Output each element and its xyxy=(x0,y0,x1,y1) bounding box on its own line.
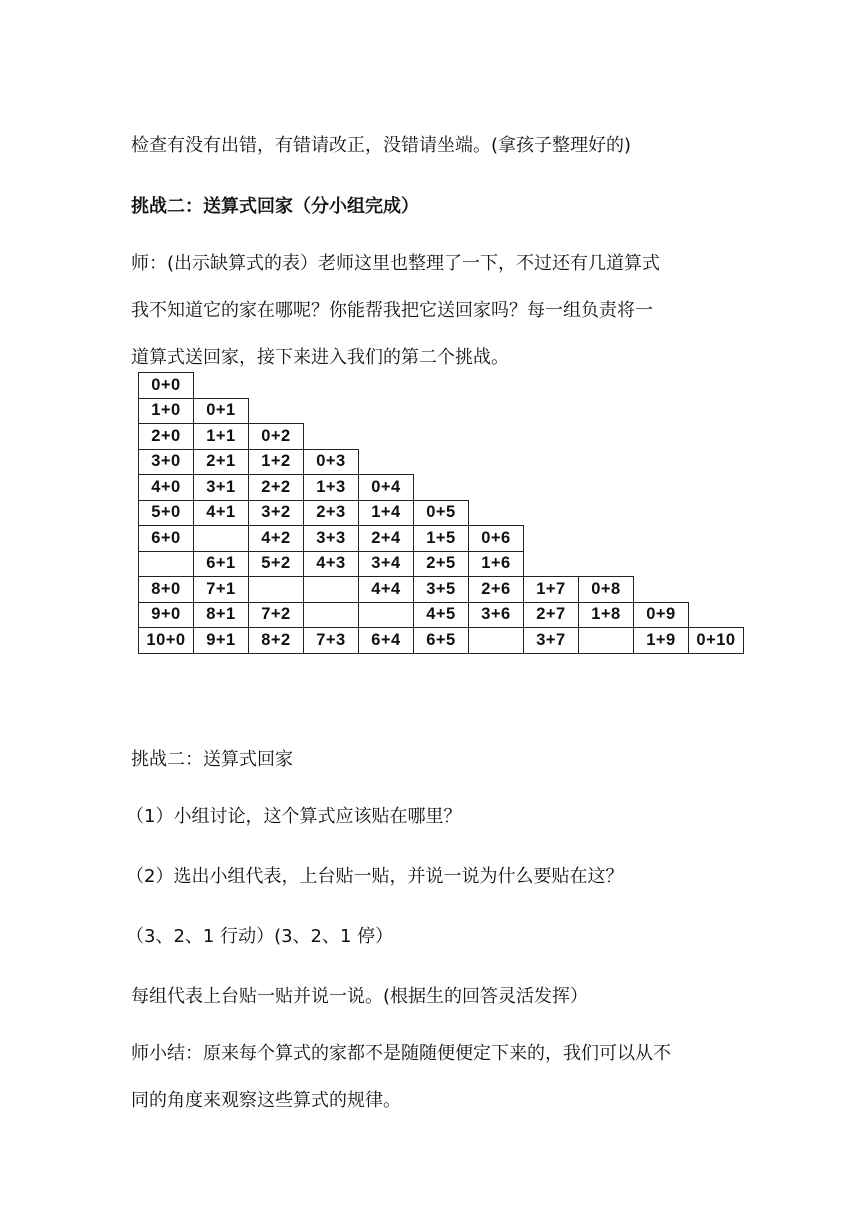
table-empty-space xyxy=(634,449,689,475)
table-row xyxy=(139,424,744,450)
table-empty-space xyxy=(689,424,744,450)
table-empty-space xyxy=(469,424,524,450)
table-empty-space xyxy=(469,398,524,424)
table-cell: 0+4 xyxy=(359,475,414,501)
table-cell xyxy=(249,577,304,603)
table-cell: 0+1 xyxy=(194,398,249,424)
table-cell: 1+8 xyxy=(579,602,634,628)
table-row xyxy=(139,526,744,552)
text-check-errors: 检查有没有出错，有错请改正，没错请坐端。(拿孩子整理好的) xyxy=(131,135,632,156)
table-cell: 0+5 xyxy=(414,500,469,526)
table-cell: 1+2 xyxy=(249,449,304,475)
table-cell: 0+10 xyxy=(689,628,744,654)
table-cell: 9+0 xyxy=(139,602,194,628)
table-empty-space xyxy=(689,500,744,526)
table-cell: 1+1 xyxy=(194,424,249,450)
table-empty-space xyxy=(579,475,634,501)
table-row xyxy=(139,373,744,399)
table-empty-space xyxy=(524,526,579,552)
table-cell: 3+5 xyxy=(414,577,469,603)
table-cell xyxy=(304,602,359,628)
table-cell: 3+2 xyxy=(249,500,304,526)
lower-heading: 挑战二：送算式回家 xyxy=(131,749,293,770)
table-cell: 4+1 xyxy=(194,500,249,526)
table-empty-space xyxy=(689,449,744,475)
table-row xyxy=(139,398,744,424)
table-cell: 3+0 xyxy=(139,449,194,475)
table-cell xyxy=(359,602,414,628)
table-cell: 0+2 xyxy=(249,424,304,450)
table-cell: 2+4 xyxy=(359,526,414,552)
table-row xyxy=(139,475,744,501)
table-cell: 1+9 xyxy=(634,628,689,654)
table-empty-space xyxy=(689,577,744,603)
table-cell: 7+2 xyxy=(249,602,304,628)
table-cell: 7+3 xyxy=(304,628,359,654)
addition-table xyxy=(138,372,744,654)
table-empty-space xyxy=(634,398,689,424)
table-cell: 2+1 xyxy=(194,449,249,475)
table-empty-space xyxy=(469,373,524,399)
table-cell: 3+4 xyxy=(359,551,414,577)
table-empty-space xyxy=(634,577,689,603)
table-cell: 8+0 xyxy=(139,577,194,603)
step-3: （3、2、1 行动）(3、2、1 停） xyxy=(126,926,394,947)
table-empty-space xyxy=(194,373,249,399)
table-cell: 6+4 xyxy=(359,628,414,654)
table-empty-space xyxy=(304,424,359,450)
table-cell: 6+5 xyxy=(414,628,469,654)
table-empty-space xyxy=(359,373,414,399)
challenge-two-heading: 挑战二：送算式回家（分小组完成） xyxy=(131,196,419,217)
table-empty-space xyxy=(634,551,689,577)
table-row xyxy=(139,577,744,603)
teacher-intro-line-2: 我不知道它的家在哪呢？你能帮我把它送回家吗？每一组负责将一 xyxy=(131,300,653,321)
table-cell: 1+7 xyxy=(524,577,579,603)
table-empty-space xyxy=(579,551,634,577)
step-2: （2）选出小组代表，上台贴一贴，并说一说为什么要贴在这？ xyxy=(126,866,624,887)
table-empty-space xyxy=(524,475,579,501)
table-empty-space xyxy=(414,398,469,424)
table-cell: 2+2 xyxy=(249,475,304,501)
table-cell: 1+6 xyxy=(469,551,524,577)
table-cell: 5+0 xyxy=(139,500,194,526)
table-empty-space xyxy=(469,449,524,475)
table-empty-space xyxy=(414,424,469,450)
table-cell: 2+6 xyxy=(469,577,524,603)
table-cell: 5+2 xyxy=(249,551,304,577)
table-empty-space xyxy=(579,526,634,552)
table-cell: 3+3 xyxy=(304,526,359,552)
table-cell: 2+0 xyxy=(139,424,194,450)
summary-line-1: 师小结：原来每个算式的家都不是随随便便定下来的，我们可以从不 xyxy=(131,1043,671,1064)
table-empty-space xyxy=(414,373,469,399)
table-empty-space xyxy=(579,373,634,399)
addition-table-body xyxy=(139,373,744,654)
table-empty-space xyxy=(469,500,524,526)
table-empty-space xyxy=(689,398,744,424)
table-empty-space xyxy=(579,424,634,450)
table-row xyxy=(139,449,744,475)
table-empty-space xyxy=(689,551,744,577)
table-row xyxy=(139,551,744,577)
table-cell: 0+3 xyxy=(304,449,359,475)
table-empty-space xyxy=(579,449,634,475)
table-empty-space xyxy=(249,398,304,424)
summary-line-2: 同的角度来观察这些算式的规律。 xyxy=(131,1090,401,1111)
table-empty-space xyxy=(524,424,579,450)
table-cell: 3+6 xyxy=(469,602,524,628)
table-cell: 2+7 xyxy=(524,602,579,628)
step-1: （1）小组讨论，这个算式应该贴在哪里？ xyxy=(126,806,462,827)
table-cell: 0+9 xyxy=(634,602,689,628)
table-empty-space xyxy=(304,398,359,424)
table-empty-space xyxy=(689,526,744,552)
table-cell: 8+1 xyxy=(194,602,249,628)
teacher-intro-line-1: 师：(出示缺算式的表）老师这里也整理了一下，不过还有几道算式 xyxy=(131,253,661,274)
table-empty-space xyxy=(524,373,579,399)
table-empty-space xyxy=(524,398,579,424)
table-cell: 1+3 xyxy=(304,475,359,501)
table-empty-space xyxy=(689,373,744,399)
table-empty-space xyxy=(359,398,414,424)
table-cell: 6+1 xyxy=(194,551,249,577)
table-cell: 3+1 xyxy=(194,475,249,501)
table-cell xyxy=(304,577,359,603)
table-empty-space xyxy=(634,424,689,450)
table-empty-space xyxy=(359,424,414,450)
table-cell: 7+1 xyxy=(194,577,249,603)
table-cell: 0+0 xyxy=(139,373,194,399)
table-cell: 10+0 xyxy=(139,628,194,654)
table-cell: 8+2 xyxy=(249,628,304,654)
table-cell: 4+4 xyxy=(359,577,414,603)
table-cell: 1+0 xyxy=(139,398,194,424)
table-cell: 2+5 xyxy=(414,551,469,577)
table-empty-space xyxy=(524,551,579,577)
table-empty-space xyxy=(634,475,689,501)
table-row xyxy=(139,500,744,526)
table-cell xyxy=(579,628,634,654)
table-empty-space xyxy=(249,373,304,399)
table-cell: 1+4 xyxy=(359,500,414,526)
table-cell: 9+1 xyxy=(194,628,249,654)
table-cell xyxy=(469,628,524,654)
table-cell: 4+5 xyxy=(414,602,469,628)
group-note: 每组代表上台贴一贴并说一说。(根据生的回答灵活发挥） xyxy=(131,986,589,1007)
table-cell: 1+5 xyxy=(414,526,469,552)
table-cell xyxy=(194,526,249,552)
table-empty-space xyxy=(634,526,689,552)
table-empty-space xyxy=(524,500,579,526)
table-empty-space xyxy=(414,449,469,475)
table-empty-space xyxy=(414,475,469,501)
table-empty-space xyxy=(634,500,689,526)
table-cell: 4+2 xyxy=(249,526,304,552)
table-cell: 0+8 xyxy=(579,577,634,603)
table-cell: 4+0 xyxy=(139,475,194,501)
table-cell: 4+3 xyxy=(304,551,359,577)
table-cell: 6+0 xyxy=(139,526,194,552)
table-row xyxy=(139,628,744,654)
table-empty-space xyxy=(524,449,579,475)
table-empty-space xyxy=(689,475,744,501)
table-empty-space xyxy=(469,475,524,501)
table-empty-space xyxy=(634,373,689,399)
table-cell: 0+6 xyxy=(469,526,524,552)
table-empty-space xyxy=(579,500,634,526)
table-empty-space xyxy=(579,398,634,424)
table-cell xyxy=(139,551,194,577)
table-row xyxy=(139,602,744,628)
table-empty-space xyxy=(689,602,744,628)
table-cell: 2+3 xyxy=(304,500,359,526)
table-empty-space xyxy=(359,449,414,475)
table-cell: 3+7 xyxy=(524,628,579,654)
teacher-intro-line-3: 道算式送回家，接下来进入我们的第二个挑战。 xyxy=(131,347,509,368)
table-empty-space xyxy=(304,373,359,399)
